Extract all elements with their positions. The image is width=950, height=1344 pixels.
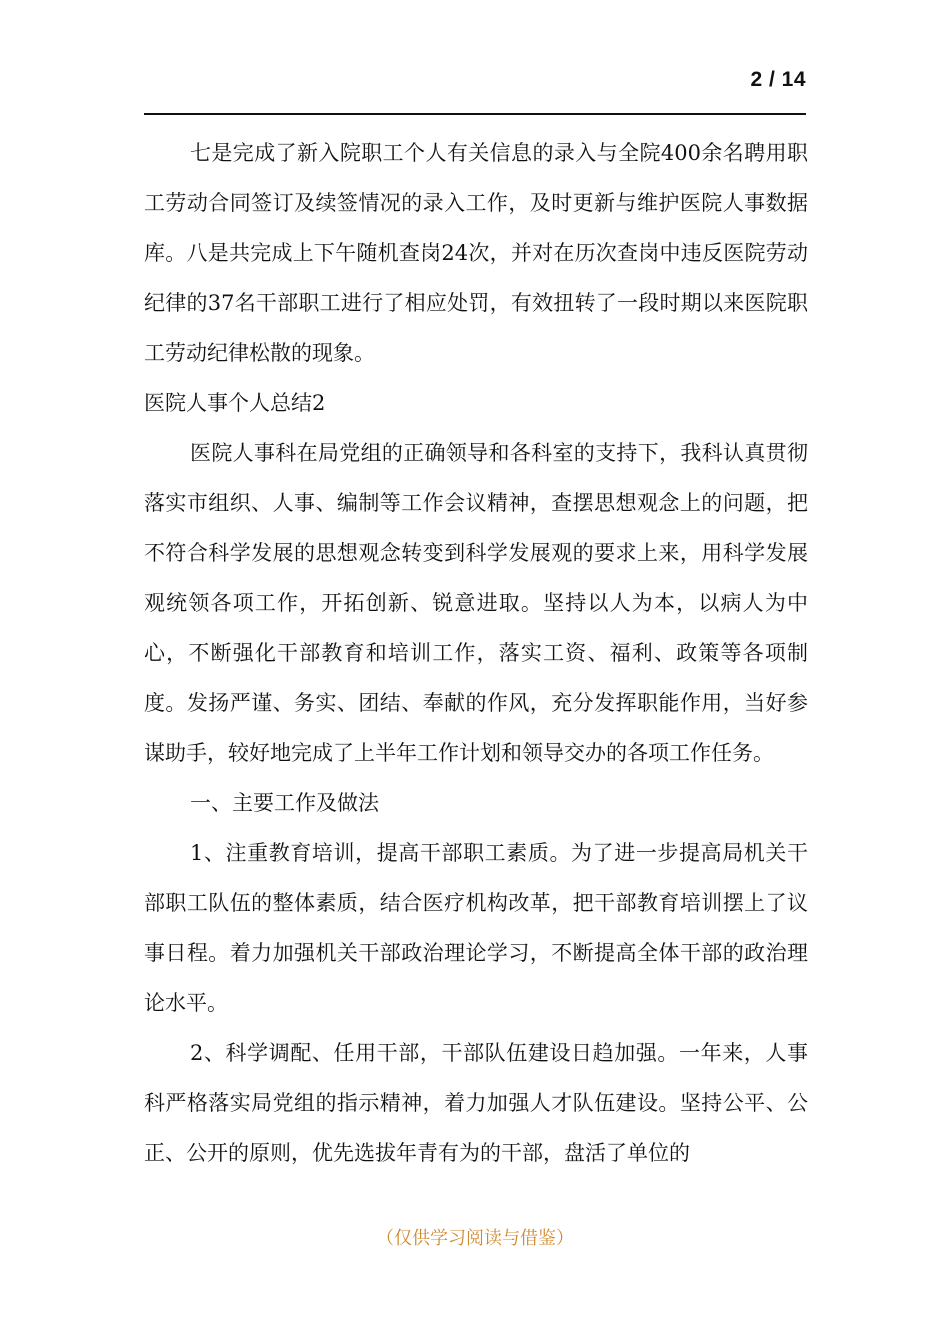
- header-divider: [144, 113, 806, 115]
- section-title: 医院人事个人总结2: [144, 391, 326, 415]
- paragraph-cadre-allocation: 2、科学调配、任用干部，干部队伍建设日趋加强。一年来，人事科严格落实局党组的指示精神，着力加强人才队伍建设。坚持公平、公正、公开的原则，优先选拔年青有为的干部，盘活了单位的: [144, 1041, 808, 1165]
- subheading-main-work: 一、主要工作及做法: [190, 791, 379, 815]
- paragraph-personnel-records: 七是完成了新入院职工个人有关信息的录入与全院400余名聘用职工劳动合同签订及续签情况的录入工作，及时更新与维护医院人事数据库。八是共完成上下午随机查岗24次，并对在历次查岗中违反医院劳动纪律的37名干部职工进行了相应处罚，有效扭转了一段时期以来医院职工劳动纪律松散的现象。: [144, 141, 808, 365]
- document-body: [144, 128, 808, 1178]
- footer-note: （仅供学习阅读与借鉴）: [376, 1228, 574, 1249]
- page-number: 2 / 14: [750, 68, 806, 91]
- paragraph-education-training: 1、注重教育培训，提高干部职工素质。为了进一步提高局机关干部职工队伍的整体素质，结合医疗机构改革，把干部教育培训摆上了议事日程。着力加强机关干部政治理论学习，不断提高全体干部的政治理论水平。: [144, 841, 808, 1015]
- paragraph-overview: 医院人事科在局党组的正确领导和各科室的支持下，我科认真贯彻落实市组织、人事、编制等工作会议精神，查摆思想观念上的问题，把不符合科学发展的思想观念转变到科学发展观的要求上来，用科学发展观统领各项工作，开拓创新、锐意进取。坚持以人为本，以病人为中心，不断强化干部教育和培训工作，落实工资、福利、政策等各项制度。发扬严谨、务实、团结、奉献的作风，充分发挥职能作用，当好参谋助手，较好地完成了上半年工作计划和领导交办的各项工作任务。: [144, 441, 808, 765]
